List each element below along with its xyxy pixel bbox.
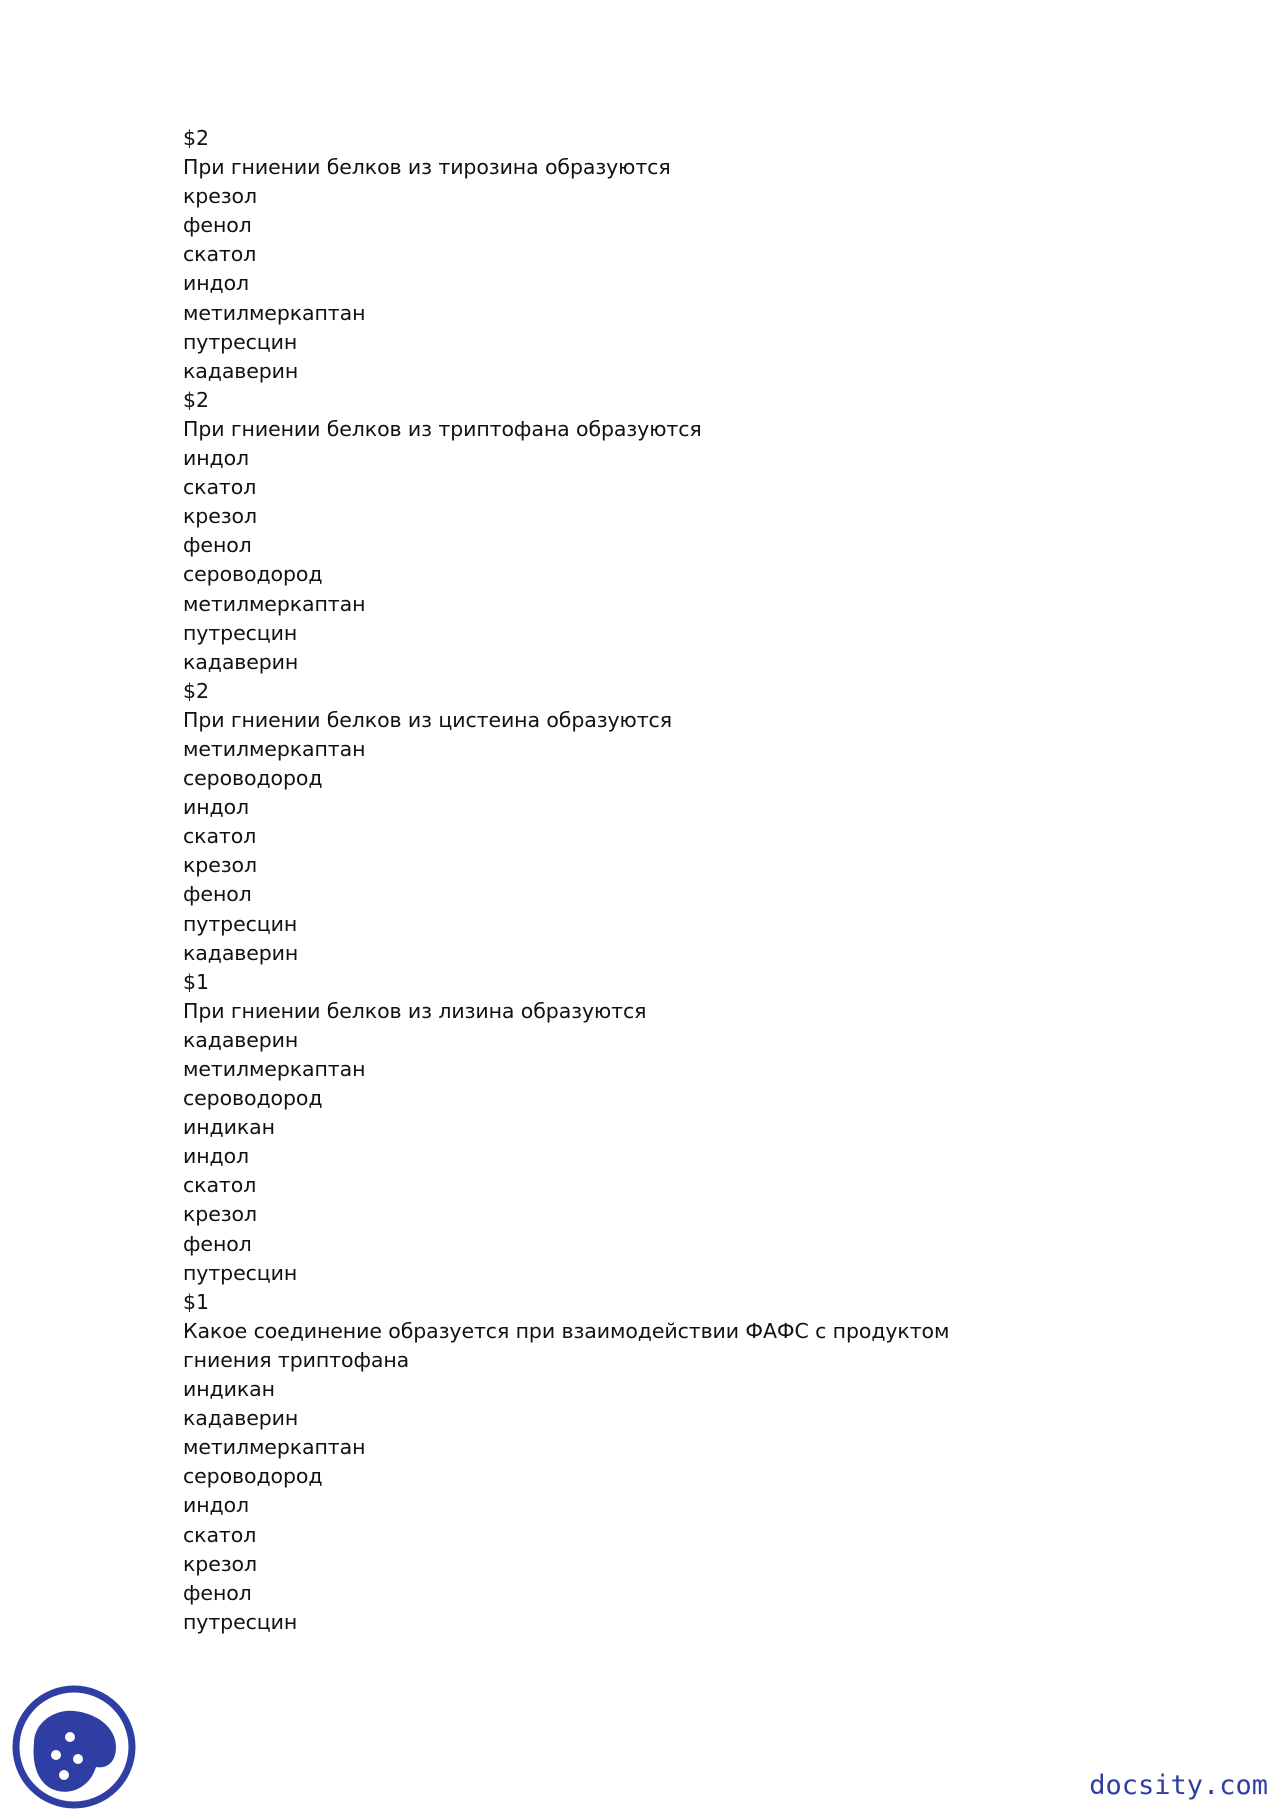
question-marker: $2: [183, 387, 209, 412]
document-line: крезол: [183, 1202, 257, 1227]
document-line: фенол: [183, 213, 252, 238]
document-line: скатол: [183, 824, 257, 849]
document-line: кадаверин: [183, 649, 299, 674]
document-line: метилмеркаптан: [183, 591, 366, 616]
document-body: [183, 124, 1183, 1637]
document-line: метилмеркаптан: [183, 300, 366, 325]
document-line: кадаверин: [183, 940, 299, 965]
document-line: кадаверин: [183, 358, 299, 383]
document-line: фенол: [183, 1580, 252, 1605]
document-line: При гниении белков из триптофана образуются: [183, 416, 702, 441]
document-line: При гниении белков из тирозина образуются: [183, 155, 671, 180]
document-line: метилмеркаптан: [183, 736, 366, 761]
document-line: индол: [183, 271, 250, 296]
document-line: путресцин: [183, 1260, 298, 1285]
question-marker: $1: [183, 969, 209, 994]
question-marker: $2: [183, 678, 209, 703]
question-marker: $2: [183, 126, 209, 150]
document-line: путресцин: [183, 620, 298, 645]
document-line: путресцин: [183, 911, 298, 936]
document-line: метилмеркаптан: [183, 1057, 366, 1081]
question-marker: $1: [183, 1289, 209, 1314]
document-line: индикан: [183, 1377, 275, 1402]
document-line: индол: [183, 795, 250, 820]
document-line: сероводород: [183, 1086, 323, 1111]
logo-dot: [59, 1770, 69, 1780]
document-line: путресцин: [183, 329, 298, 354]
document-line: сероводород: [183, 1464, 323, 1489]
document-line: Какое соединение образуется при взаимодействии ФАФС с продуктом: [183, 1318, 950, 1343]
document-line: скатол: [183, 242, 257, 267]
document-line: индол: [183, 1144, 250, 1169]
logo-dot: [51, 1750, 61, 1760]
document-line: фенол: [183, 1231, 252, 1256]
brand-link[interactable]: docsity.com: [1089, 1770, 1268, 1801]
logo-dot: [65, 1732, 75, 1742]
document-line: крезол: [183, 184, 257, 209]
document-line: путресцин: [183, 1609, 298, 1634]
document-line: индикан: [183, 1115, 275, 1140]
document-line: крезол: [183, 853, 257, 878]
document-line: сероводород: [183, 766, 323, 791]
document-line: сероводород: [183, 562, 323, 587]
document-line: скатол: [183, 1173, 257, 1198]
document-line: скатол: [183, 1522, 257, 1547]
document-line: При гниении белков из цистеина образуются: [183, 707, 672, 732]
document-line: кадаверин: [183, 1406, 299, 1431]
document-line: При гниении белков из лизина образуются: [183, 998, 647, 1023]
document-line: фенол: [183, 533, 252, 558]
document-line: кадаверин: [183, 1027, 299, 1052]
document-line: индол: [183, 446, 250, 471]
document-line: крезол: [183, 1551, 257, 1576]
document-line: крезол: [183, 504, 257, 529]
logo-dot: [73, 1754, 83, 1764]
docsity-logo-icon[interactable]: [12, 1685, 136, 1809]
document-line: гниения триптофана: [183, 1347, 410, 1372]
document-line: индол: [183, 1493, 250, 1518]
document-line: фенол: [183, 882, 252, 907]
document-line: метилмеркаптан: [183, 1435, 366, 1460]
document-line: скатол: [183, 475, 257, 500]
